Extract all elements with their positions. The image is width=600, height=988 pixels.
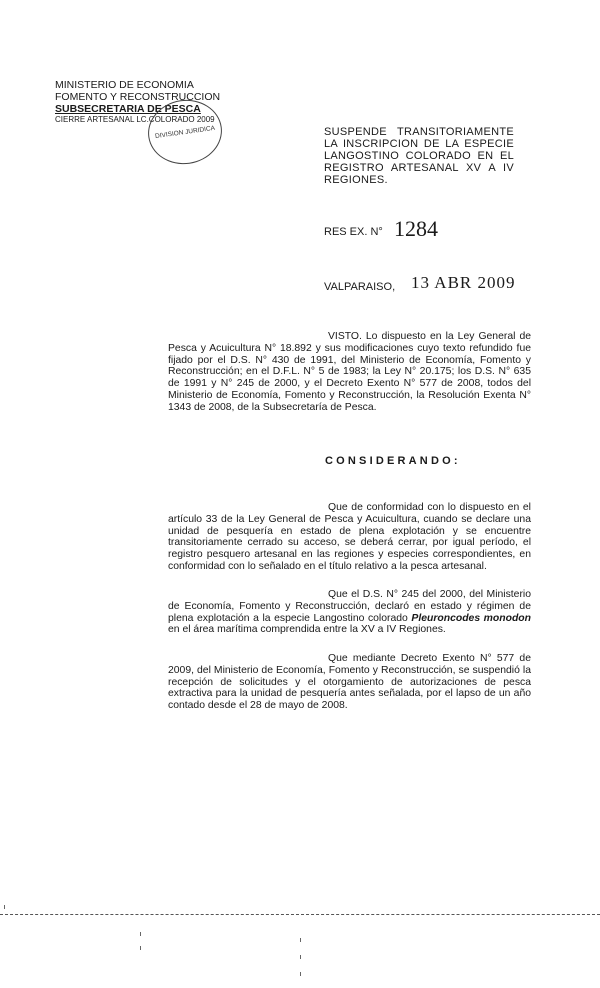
scan-mark [140, 946, 141, 950]
considerando-paragraph-1: Que de conformidad con lo dispuesto en el artículo 33 de la Ley General de Pesca y Acuicultura, cuando se declare una unidad de pesquería en estado de plena explotación y se encuentre transitoriamente cerrado su acceso, se deberá cerrar, por igual período, el registro pesquero artesanal en las regiones y especies correspondientes, en conformidad con lo señalado en el título relativo a la pesca artesanal. [168, 502, 531, 572]
scan-mark [300, 955, 301, 959]
visto-paragraph: VISTO. Lo dispuesto en la Ley General de Pesca y Acuicultura N° 18.892 y sus modificaciones cuyo texto refundido fue fijado por el D.S. N° 430 de 1991, del Ministerio de Economía, Fomento y Reconstrucción; en el D.F.L. N° 5 de 1983; la Ley N° 20.175; los D.S. N° 635 de 1991 y N° 245 de 2000, y el Decreto Exento N° 577 de 2008, todos del Ministerio de Economía, Fomento y Reconstrucción, la Resolución Exenta N° 1343 de 2008, de la Subsecretaría de Pesca. [168, 331, 531, 413]
resolution-label: RES EX. N° [324, 226, 383, 238]
scan-mark [4, 905, 5, 909]
subsecretaria-name: SUBSECRETARIA DE PESCA [55, 103, 201, 115]
date-stamp: 13 ABR 2009 [411, 273, 516, 292]
species-name: Pleuroncodes monodon [411, 612, 531, 624]
ministry-name: MINISTERIO DE ECONOMIA [55, 79, 194, 91]
ministry-name-line2: FOMENTO Y RECONSTRUCCION [55, 91, 221, 103]
resolution-number: 1284 [394, 216, 438, 241]
scan-mark [300, 972, 301, 976]
considerando-paragraph-3: Que mediante Decreto Exento N° 577 de 2009, del Ministerio de Economía, Fomento y Reconstrucción, se suspendió la recepción de solicitudes y el otorgamiento de autorizaciones de pesca extractiva para la unidad de pesquería antes señalada, por el lapso de un año contado desde el 28 de mayo de 2008. [168, 653, 531, 712]
stamp-text: DIVISION JURIDICA [154, 124, 216, 140]
place-label: VALPARAISO, [324, 281, 396, 293]
scan-mark [300, 938, 301, 942]
page-divider [0, 914, 600, 915]
considerando-heading: CONSIDERANDO: [325, 455, 461, 467]
paragraph-2-text-b: en el área marítima comprendida entre la XV a IV Regiones. [168, 624, 446, 636]
file-note: CIERRE ARTESANAL LC.COLORADO 2009 [55, 115, 215, 124]
considerando-paragraph-2 [168, 589, 531, 636]
paragraph-2-text-a: Que el D.S. N° 245 del 2000, del Ministerio de Economía, Fomento y Reconstrucción, declaró en estado y régimen de plena explotación a la especie Langostino colorado [168, 589, 531, 624]
document-title: SUSPENDE TRANSITORIAMENTE LA INSCRIPCION DE LA ESPECIE LANGOSTINO COLORADO EN EL REGISTRO ARTESANAL XV A IV REGIONES. [324, 126, 514, 186]
scan-mark [140, 932, 141, 936]
